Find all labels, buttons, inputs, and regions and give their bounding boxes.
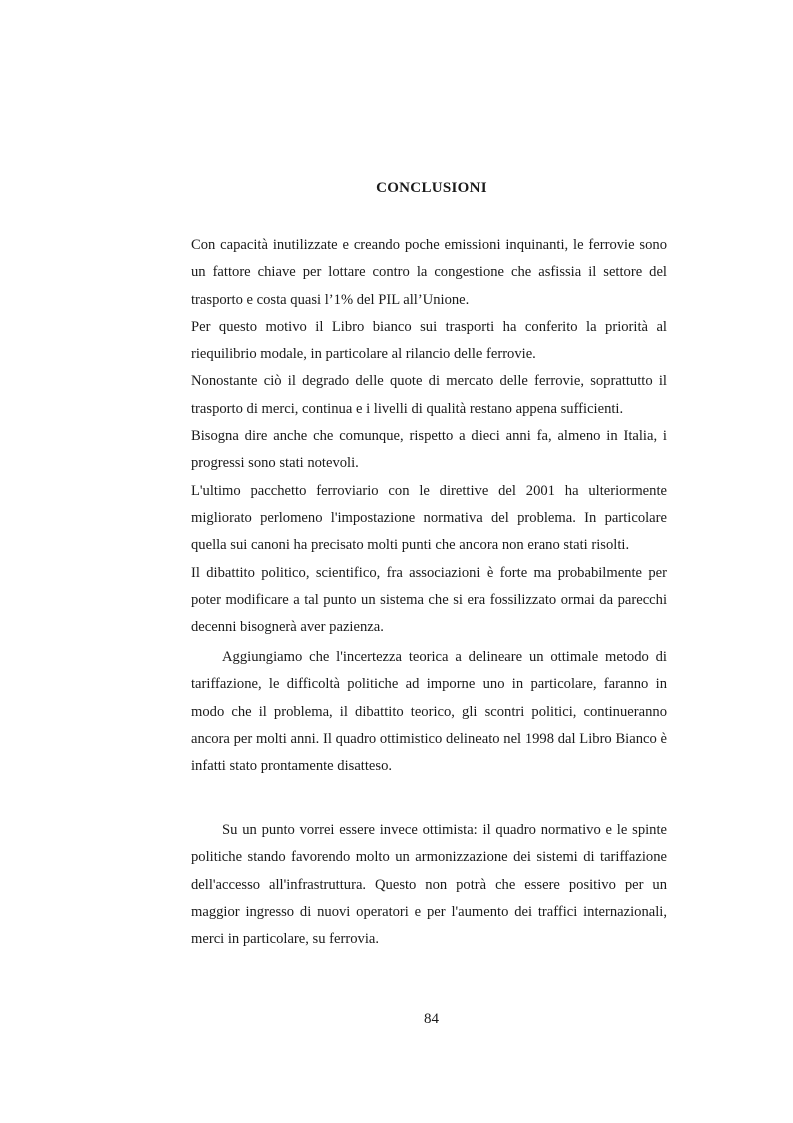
paragraph-4: Bisogna dire anche che comunque, rispetto a dieci anni fa, almeno in Italia, i progressi sono stati notevoli. [191,428,667,472]
body-block-third [191,817,667,953]
paragraph-1: Con capacità inutilizzate e creando poche emissioni inquinanti, le ferrovie sono un fattore chiave per lottare contro la congestione che asfissia il settore del trasporto e costa quasi l’1% del PIL all’Unione. [191,237,667,308]
paragraph-2: Per questo motivo il Libro bianco sui trasporti ha conferito la priorità al riequilibrio modale, in particolare al rilancio delle ferrovie. [191,318,667,363]
paragraph-8: Su un punto vorrei essere invece ottimista: il quadro normativo e le spinte politiche stando favorendo molto un armonizzazione dei sistemi di tariffazione dell'accesso all'infrastruttura. Questo non potrà che essere positivo per un maggior ingresso di nuovi operatori e per l'aumento dei traffici internazionali, merci in particolare, su ferrovia. [191,822,667,948]
body-block-second [191,644,667,780]
page-title: CONCLUSIONI [376,180,487,196]
page-number: 84 [424,1011,439,1027]
paragraph-6: Il dibattito politico, scientifico, fra associazioni è forte ma probabilmente per poter modificare a tal punto un sistema che si era fossilizzato ormai da parecchi decenni bisognerà aver pazienza. [191,564,667,636]
paragraph-3: Nonostante ciò il degrado delle quote di mercato delle ferrovie, soprattutto il trasporto di merci, continua e i livelli di qualità restano appena sufficienti. [191,373,667,417]
paragraph-5: L'ultimo pacchetto ferroviario con le direttive del 2001 ha ulteriormente migliorato perlomeno l'impostazione normativa del problema. In particolare quella sui canoni ha precisato molti punti che ancora non erano stati risolti. [191,482,667,554]
paragraph-7: Aggiungiamo che l'incertezza teorica a delineare un ottimale metodo di tariffazione, le difficoltà politiche ad imporne uno in particolare, faranno in modo che il problema, il dibattito teorico, gli scontri politici, continueranno ancora per molti anni. Il quadro ottimistico delineato nel 1998 dal Libro Bianco è infatti stato prontamente disatteso. [191,649,667,775]
body-block-main [191,232,667,641]
